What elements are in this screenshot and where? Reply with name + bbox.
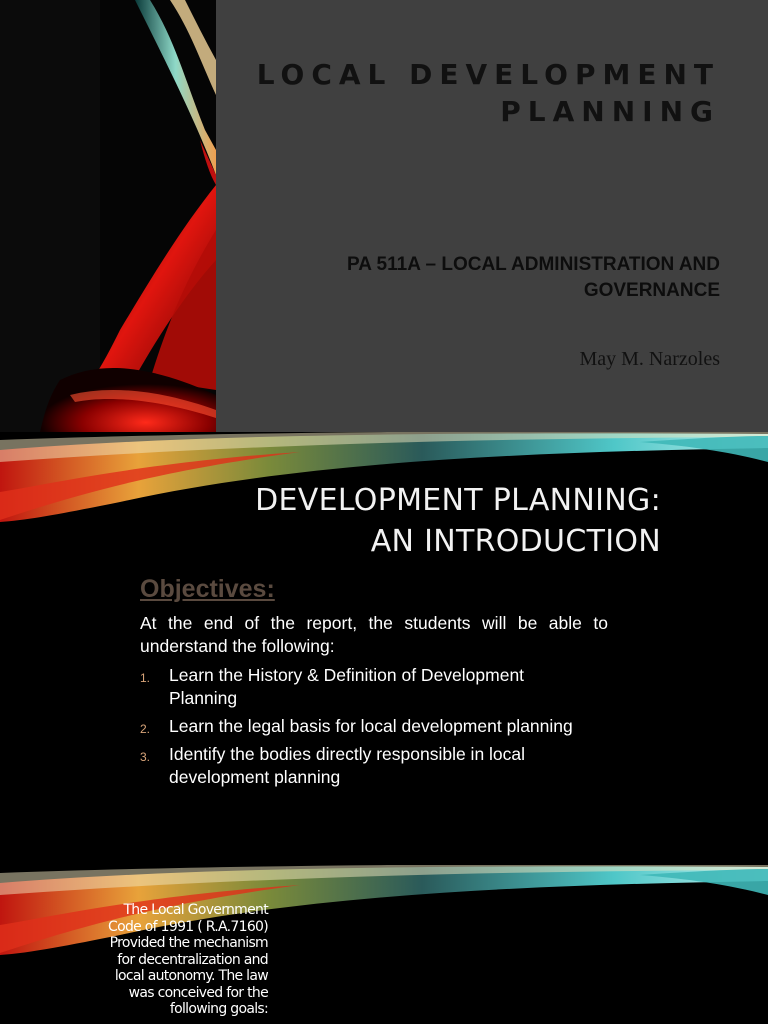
list-item — [140, 664, 580, 710]
local-government-code-slide — [0, 865, 768, 1024]
slide-title — [161, 480, 661, 562]
subtitle-line-2: GOVERNANCE — [583, 280, 720, 301]
list-item-text: Identify the bodies directly responsible in local development planning — [169, 744, 526, 787]
presentation-title — [200, 56, 720, 130]
text-line: for decentralization and — [117, 951, 268, 968]
list-number: 2. — [140, 722, 151, 736]
title-line-1: LOCAL DEVELOPMENT — [256, 58, 720, 91]
objectives-intro: At the end of the report, the students will be able to understand the following: — [140, 613, 608, 656]
list-number: 3. — [140, 750, 151, 764]
list-item-text: Learn the History & Definition of Development Planning — [169, 665, 525, 708]
abstract-red-ribbon-image — [0, 0, 216, 432]
text-line: The Local Government — [123, 902, 268, 918]
text-line: Provided the mechanism — [109, 935, 268, 951]
subtitle-line-1: PA 511A – LOCAL ADMINISTRATION AND — [347, 254, 720, 275]
list-item — [140, 743, 580, 789]
introduction-slide — [0, 432, 768, 865]
title-line-2: PLANNING — [500, 95, 720, 128]
text-line: local autonomy. The law — [114, 968, 268, 984]
objectives-list — [140, 664, 580, 794]
author-name: May M. Narzoles — [579, 348, 720, 370]
text-line: following goals: — [169, 1001, 268, 1017]
course-subtitle — [240, 252, 720, 304]
text-line: Code of 1991 ( R.A.7160) — [108, 918, 268, 935]
slide-title-line-1: DEVELOPMENT PLANNING: — [255, 483, 661, 518]
list-number: 1. — [140, 671, 151, 685]
list-item — [140, 715, 580, 738]
slide-title-line-2: AN INTRODUCTION — [370, 524, 661, 559]
code-description-text — [40, 902, 268, 1018]
text-line: was conceived for the — [128, 984, 268, 1001]
title-slide — [0, 0, 768, 432]
objectives-heading: Objectives: — [140, 575, 275, 603]
list-item-text: Learn the legal basis for local development planning — [169, 716, 573, 736]
